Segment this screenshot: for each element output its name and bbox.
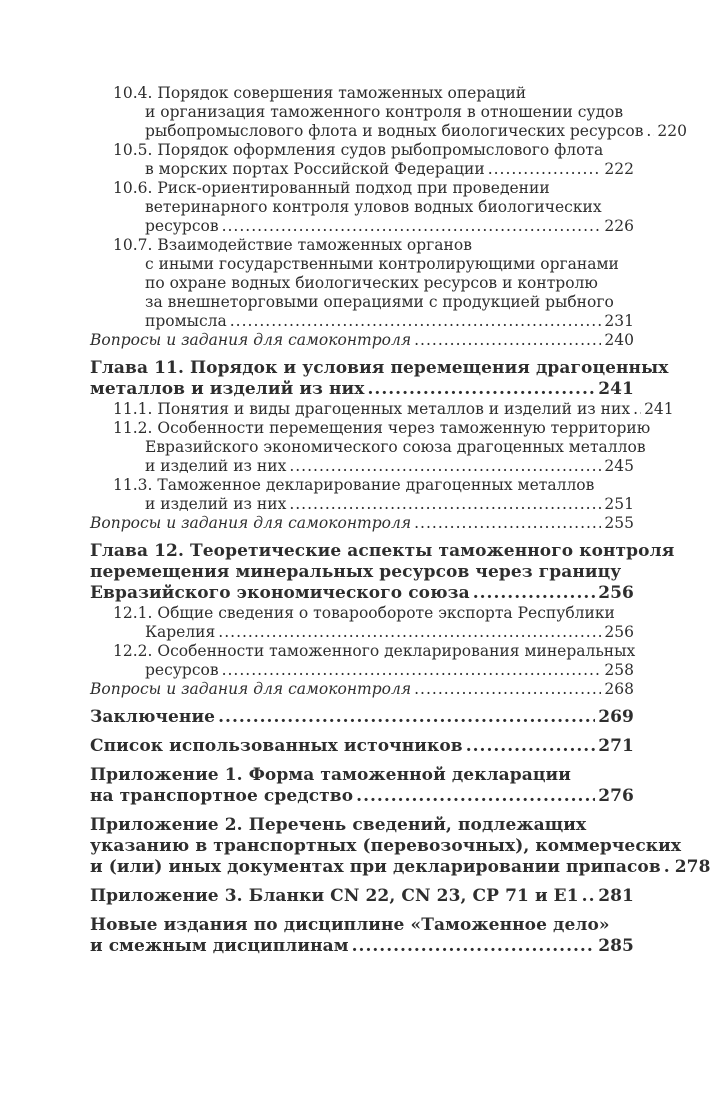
dot-leader: [466, 736, 596, 757]
dot-leader: [414, 514, 601, 533]
toc-line-text: Заключение: [90, 707, 216, 727]
toc-line-text: 12.2. Особенности таможенного декларирования минеральных: [113, 642, 636, 660]
toc-line: [90, 815, 634, 836]
page-number: 226: [604, 217, 634, 235]
page-number: 256: [604, 623, 634, 641]
toc-line: [90, 936, 634, 957]
page-number: 281: [598, 886, 634, 906]
toc-line-text: ресурсов: [145, 661, 219, 679]
page-number: 268: [604, 680, 634, 698]
toc-line: [90, 103, 634, 122]
dot-leader: [218, 707, 595, 728]
toc-entry: [90, 331, 634, 350]
toc-line: [90, 236, 634, 255]
toc-line-text: 10.4. Порядок совершения таможенных операций: [113, 84, 527, 102]
toc-line-text: Вопросы и задания для самоконтроля: [90, 514, 412, 532]
page-number: 285: [598, 936, 634, 956]
toc-line: [90, 198, 634, 217]
toc-line-text: по охране водных биологических ресурсов и контролю: [145, 274, 598, 292]
page-number: 271: [598, 736, 634, 756]
toc-entry: [90, 236, 634, 331]
toc-line-text: и (или) иных документах при декларировании припасов: [90, 857, 661, 877]
dot-leader: [352, 936, 596, 957]
toc-line: [90, 358, 669, 379]
page-number: 220: [657, 122, 688, 140]
toc-entry: [90, 680, 634, 699]
toc-entry: [90, 476, 634, 514]
toc-line: [90, 562, 634, 583]
toc-line: [90, 457, 634, 476]
toc-line-text: на транспортное средство: [90, 786, 354, 806]
toc-line: [90, 293, 634, 312]
toc-entry: [90, 400, 674, 419]
toc-line: [90, 476, 634, 495]
toc-entry: [90, 707, 634, 728]
toc-line-text: Список использованных источников: [90, 736, 463, 756]
toc-line-text: 11.2. Особенности перемещения через таможенную территорию: [113, 419, 651, 437]
toc-line: [90, 331, 634, 350]
toc-entry: [90, 541, 675, 604]
toc-entry: [90, 514, 634, 533]
toc-line: [90, 857, 711, 878]
toc-line: [90, 160, 634, 179]
toc-entry: [90, 84, 688, 141]
toc-entry: [90, 358, 669, 400]
toc-line: [90, 583, 634, 604]
toc-line-text: Вопросы и задания для самоконтроля: [90, 680, 412, 698]
dot-leader: [414, 331, 601, 350]
toc-line-text: Приложение 1. Форма таможенной декларации: [90, 765, 571, 785]
toc-line: [90, 736, 634, 757]
page-number: 245: [604, 457, 634, 475]
toc-entry: [90, 419, 651, 476]
toc-entry: [90, 815, 711, 878]
toc-line-text: 11.1. Понятия и виды драгоценных металлов и изделий из них: [113, 400, 631, 418]
toc-line-text: в морских портах Российской Федерации: [145, 160, 485, 178]
dot-leader: [230, 312, 602, 331]
toc-line-text: ресурсов: [145, 217, 219, 235]
toc-line: [90, 707, 634, 728]
toc-line: [90, 141, 634, 160]
dot-leader: [664, 857, 672, 878]
toc-line-text: Приложение 2. Перечень сведений, подлежащих: [90, 815, 587, 835]
toc-line-text: промысла: [145, 312, 227, 330]
toc-line: [90, 623, 634, 642]
toc-line-text: и изделий из них: [145, 495, 287, 513]
toc-line-text: и смежным дисциплинам: [90, 936, 349, 956]
toc-line-text: 10.7. Взаимодействие таможенных органов: [113, 236, 472, 254]
toc-line: [90, 514, 634, 533]
page-number: 258: [604, 661, 634, 679]
toc-entry: [90, 765, 634, 807]
dot-leader: [633, 400, 641, 419]
dot-leader: [218, 623, 601, 642]
toc-line: [90, 179, 634, 198]
page-number: 251: [604, 495, 634, 513]
toc-line: [90, 274, 634, 293]
dot-leader: [289, 457, 601, 476]
dot-leader: [368, 379, 596, 400]
page-number: 222: [604, 160, 634, 178]
toc-line: [90, 122, 688, 141]
toc-line: [90, 419, 651, 438]
toc-line-text: 12.1. Общие сведения о товарообороте экспорта Республики: [113, 604, 615, 622]
toc-line-text: Вопросы и задания для самоконтроля: [90, 331, 412, 349]
toc-line: [90, 379, 634, 400]
toc-line-text: указанию в транспортных (перевозочных), коммерческих: [90, 836, 682, 856]
toc-line: [90, 438, 646, 457]
toc-entry: [90, 736, 634, 757]
dot-leader: [473, 583, 596, 604]
toc-line: [90, 400, 674, 419]
toc-line: [90, 604, 634, 623]
toc-line: [90, 786, 634, 807]
dot-leader: [356, 786, 595, 807]
toc-line: [90, 84, 634, 103]
toc-line: [90, 836, 682, 857]
toc-line: [90, 642, 634, 661]
dot-leader: [582, 886, 596, 907]
page-number: 231: [604, 312, 634, 330]
page-number: 276: [598, 786, 634, 806]
dot-leader: [488, 160, 602, 179]
toc-line: [90, 495, 634, 514]
page-number: 278: [674, 857, 711, 877]
table-of-contents: [90, 84, 711, 957]
toc-line: [90, 255, 634, 274]
toc-line: [90, 886, 634, 907]
dot-leader: [222, 661, 602, 680]
toc-line-text: ветеринарного контроля уловов водных биологических: [145, 198, 602, 216]
toc-line-text: перемещения минеральных ресурсов через границу: [90, 562, 622, 582]
toc-line-text: Новые издания по дисциплине «Таможенное дело»: [90, 915, 610, 935]
toc-entry: [90, 915, 634, 957]
toc-line-text: Евразийского экономического союза: [90, 583, 470, 603]
toc-entry: [90, 886, 634, 907]
toc-line-text: и организация таможенного контроля в отношении судов: [145, 103, 624, 121]
toc-line-text: рыбопромыслового флота и водных биологических ресурсов: [145, 122, 644, 140]
toc-line: [90, 765, 634, 786]
page-number: 256: [598, 583, 634, 603]
page-number: 269: [598, 707, 634, 727]
toc-line-text: металлов и изделий из них: [90, 379, 365, 399]
toc-line-text: за внешнеторговыми операциями с продукцией рыбного: [145, 293, 614, 311]
toc-line-text: 10.5. Порядок оформления судов рыбопромыслового флота: [113, 141, 604, 159]
page-number: 241: [644, 400, 674, 418]
toc-line: [90, 661, 634, 680]
toc-line-text: 10.6. Риск-ориентированный подход при проведении: [113, 179, 550, 197]
toc-line-text: Приложение 3. Бланки CN 22, CN 23, CP 71 и E1: [90, 886, 579, 906]
dot-leader: [646, 122, 654, 141]
page-number: 255: [604, 514, 634, 532]
toc-line-text: 11.3. Таможенное декларирование драгоценных металлов: [113, 476, 595, 494]
page-number: 241: [598, 379, 634, 399]
toc-line-text: Глава 12. Теоретические аспекты таможенного контроля: [90, 541, 675, 561]
toc-line: [90, 217, 634, 236]
toc-line-text: с иными государственными контролирующими органами: [145, 255, 619, 273]
toc-line-text: Евразийского экономического союза драгоценных металлов: [145, 438, 646, 456]
toc-entry: [90, 642, 634, 680]
toc-line-text: Карелия: [145, 623, 216, 641]
dot-leader: [414, 680, 601, 699]
toc-line: [90, 680, 634, 699]
toc-entry: [90, 141, 634, 179]
page-number: 240: [604, 331, 634, 349]
toc-entry: [90, 179, 634, 236]
toc-line-text: и изделий из них: [145, 457, 287, 475]
toc-line: [90, 915, 634, 936]
dot-leader: [289, 495, 601, 514]
dot-leader: [222, 217, 602, 236]
toc-line: [90, 541, 675, 562]
toc-line-text: Глава 11. Порядок и условия перемещения драгоценных: [90, 358, 669, 378]
toc-entry: [90, 604, 634, 642]
toc-line: [90, 312, 634, 331]
